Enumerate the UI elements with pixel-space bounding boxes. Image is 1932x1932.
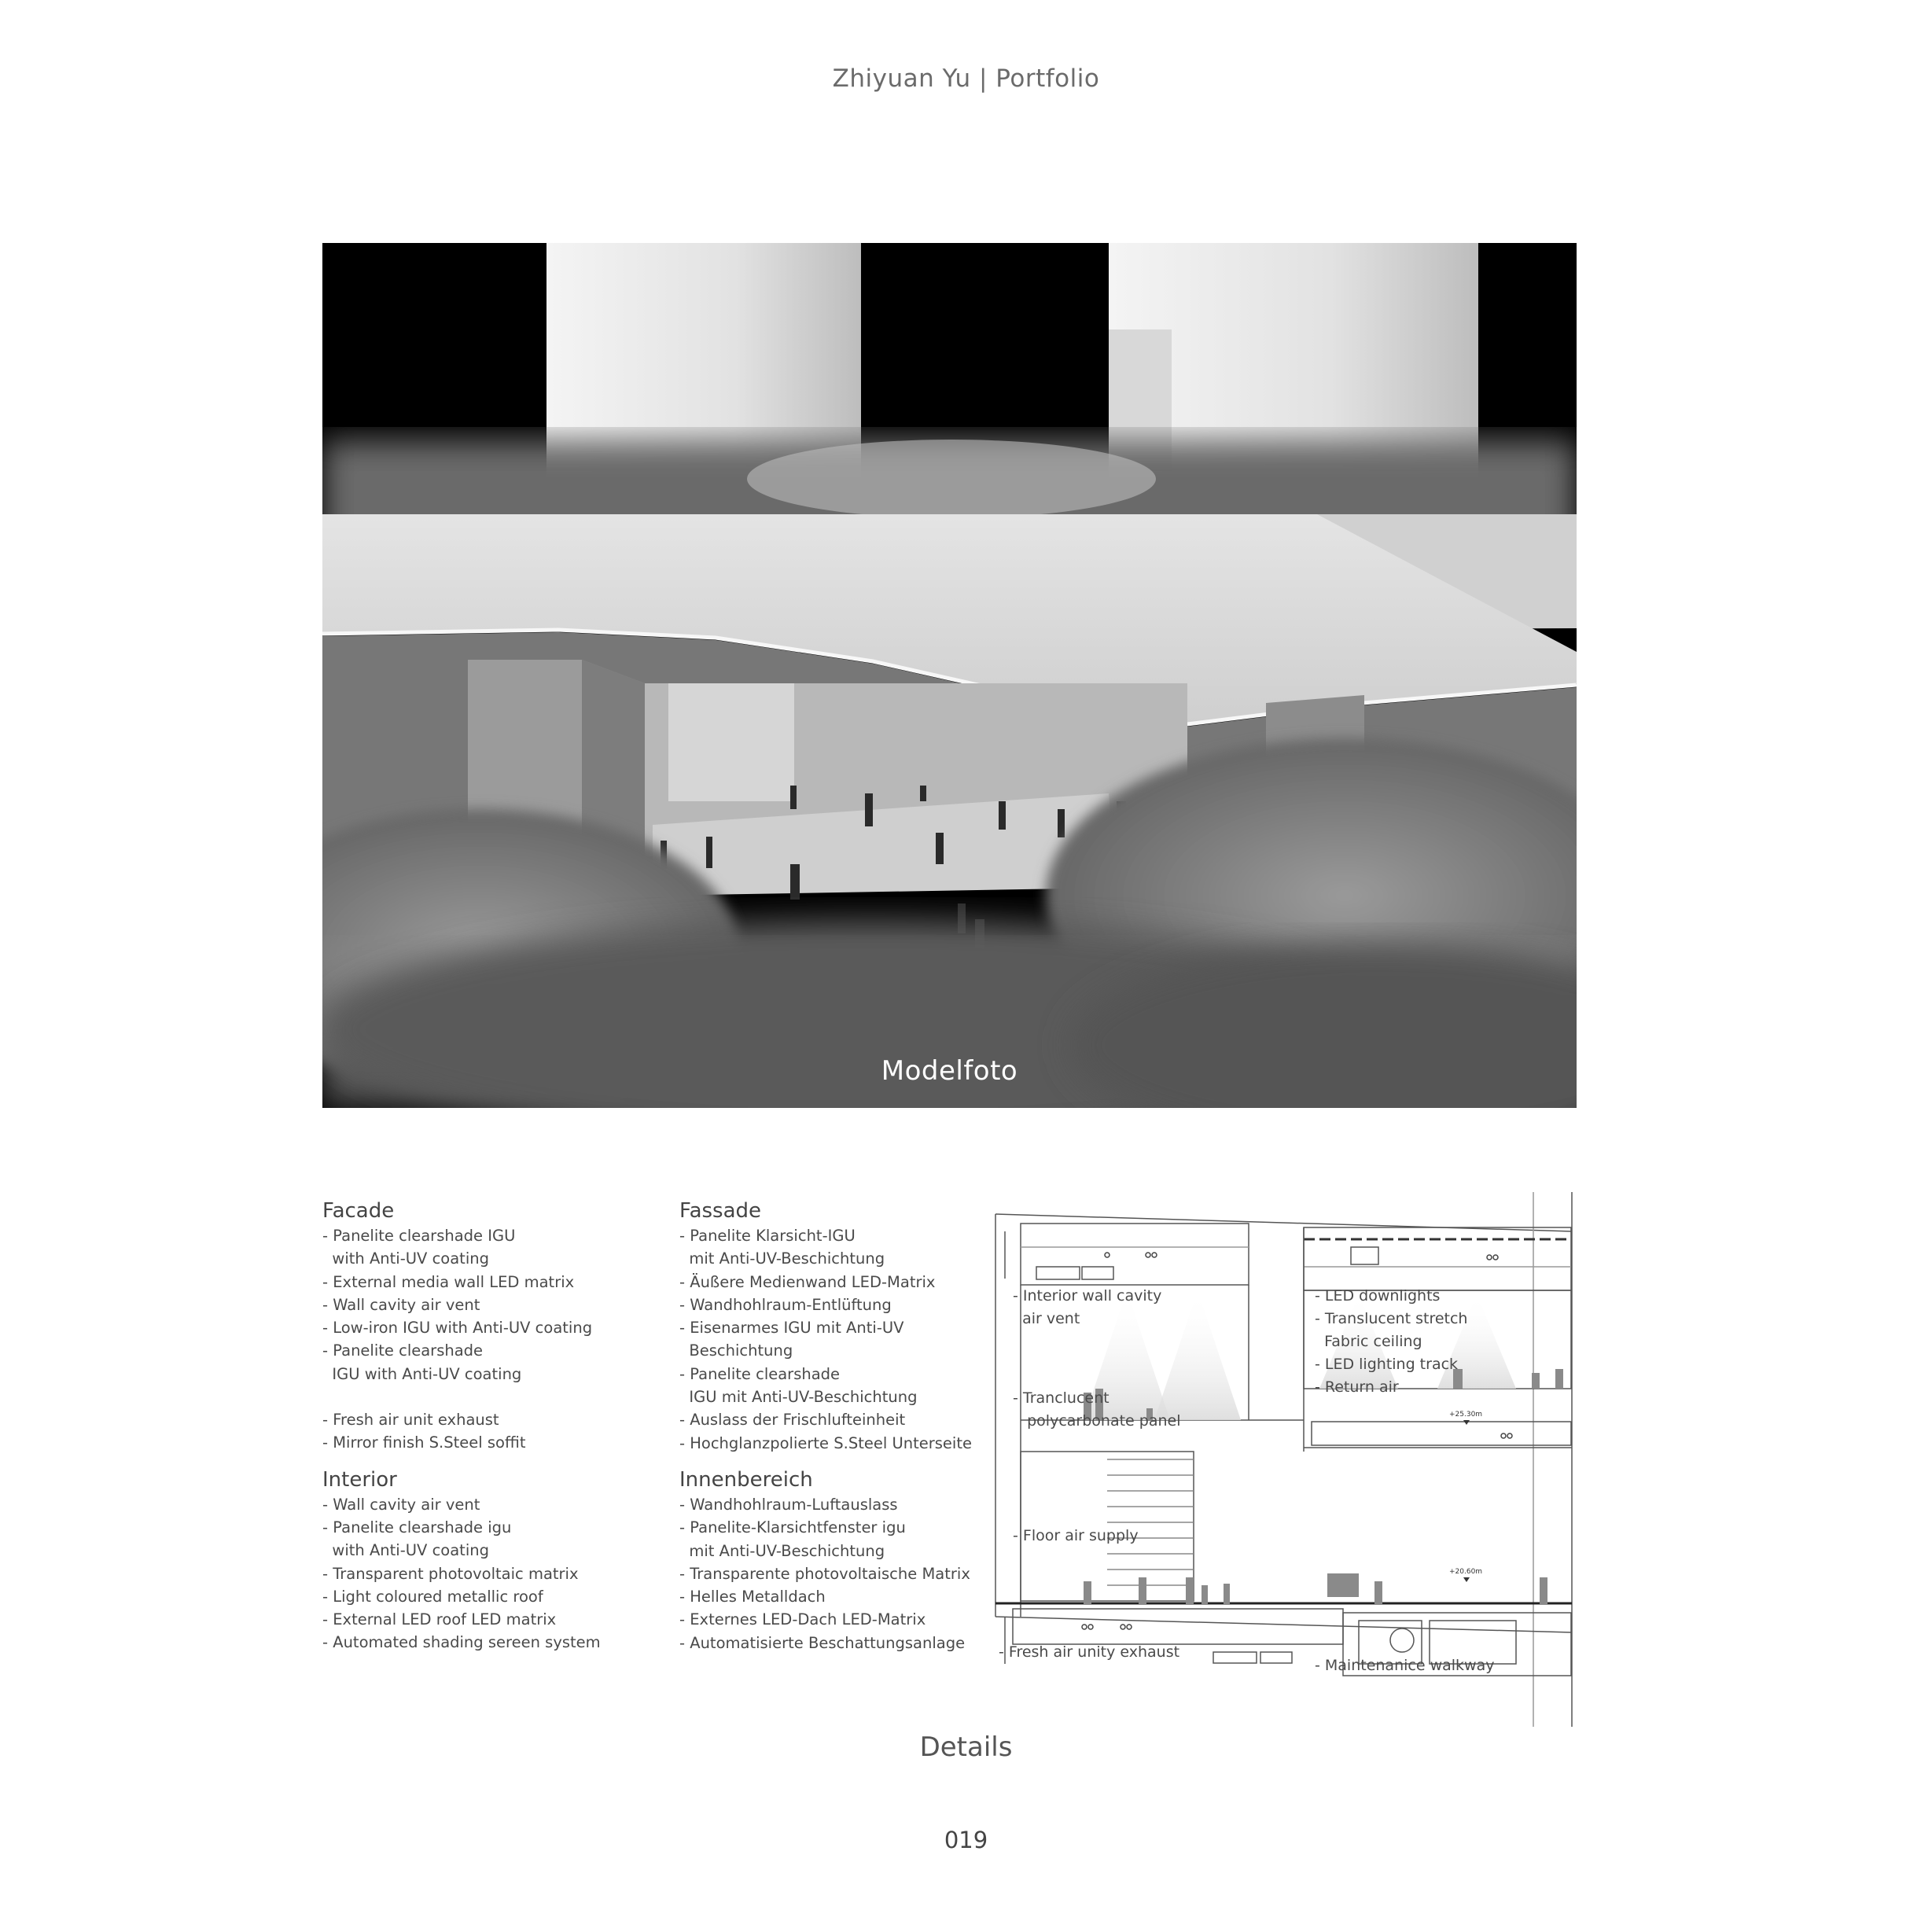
list-item: with Anti-UV coating (322, 1541, 489, 1560)
list-item: - Wall cavity air vent (322, 1495, 480, 1514)
list-item: - Helles Metalldach (679, 1588, 826, 1606)
list-item: IGU mit Anti-UV-Beschichtung (679, 1388, 918, 1407)
section-title: Details (919, 1731, 1013, 1763)
innenbereich-heading: Innenbereich (679, 1467, 813, 1492)
label-interior-wall-vent: - Interior wall cavity air vent (1013, 1287, 1162, 1327)
list-item: Beschichtung (679, 1341, 793, 1360)
list-item: - Wall cavity air vent (322, 1295, 480, 1314)
list-item: - Eisenarmes IGU mit Anti-UV (679, 1319, 904, 1338)
list-item: - Panelite clearshade igu (322, 1518, 512, 1536)
list-item: with Anti-UV coating (322, 1249, 489, 1268)
label-led-ceiling-group: - LED downlights - Translucent stretch Fabric ceiling - LED lighting track - Return air (1315, 1287, 1468, 1396)
list-item: - Panelite Klarsicht-IGU (679, 1227, 856, 1245)
portfolio-header: Zhiyuan Yu | Portfolio (832, 64, 1100, 93)
model-photo (322, 243, 1577, 1108)
photo-caption: Modelfoto (881, 1055, 1018, 1087)
section-detail-drawing (989, 1192, 1575, 1727)
label-polycarbonate-panel: - Tranclucent polycarbonate panel (1013, 1389, 1181, 1430)
list-item: - Auslass der Frischlufteinheit (679, 1411, 906, 1430)
label-maintenance-walkway: - Maintenanice walkway (1315, 1657, 1495, 1674)
german-spec-column (679, 1198, 1025, 1654)
label-floor-air-supply: - Floor air supply (1013, 1527, 1139, 1544)
list-item: - Mirror finish S.Steel soffit (322, 1433, 526, 1452)
list-item: - Automatisierte Beschattungsanlage (679, 1633, 966, 1652)
interior-heading: Interior (322, 1467, 397, 1492)
list-item: mit Anti-UV-Beschichtung (679, 1249, 885, 1268)
list-spacer (322, 1386, 668, 1408)
list-item: - Low-iron IGU with Anti-UV coating (322, 1319, 593, 1338)
list-item: - Hochglanzpolierte S.Steel Unterseite (679, 1433, 972, 1452)
list-item: - Automated shading sereen system (322, 1633, 601, 1652)
facade-heading: Facade (322, 1199, 395, 1223)
page-number: 019 (944, 1827, 988, 1853)
level-marker-upper: +25.30m (1449, 1411, 1483, 1419)
innenbereich-list (679, 1493, 1025, 1654)
english-spec-column (322, 1198, 668, 1654)
fassade-list (679, 1224, 1025, 1455)
list-item: - Transparent photovoltaic matrix (322, 1564, 579, 1583)
list-item: - Äußere Medienwand LED-Matrix (679, 1272, 936, 1291)
level-marker-lower: +20.60m (1449, 1568, 1483, 1576)
list-item: - Transparente photovoltaische Matrix (679, 1564, 970, 1583)
list-item: - Panelite clearshade (679, 1364, 841, 1383)
list-item: - External LED roof LED matrix (322, 1610, 557, 1629)
list-item: - External media wall LED matrix (322, 1272, 575, 1291)
list-item: - Light coloured metallic roof (322, 1587, 543, 1606)
label-fresh-air-exhaust: - Fresh air unity exhaust (999, 1643, 1180, 1661)
list-item: - Wandhohlraum-Entlüftung (679, 1295, 892, 1314)
fassade-heading: Fassade (679, 1199, 762, 1223)
list-item: - Panelite-Klarsichtfenster igu (679, 1518, 906, 1537)
list-item: - Wandhohlraum-Luftauslass (679, 1495, 898, 1514)
list-item: - Externes LED-Dach LED-Matrix (679, 1610, 926, 1629)
list-item: - Fresh air unit exhaust (322, 1411, 499, 1430)
model-photo-image (322, 243, 1577, 1108)
list-item: mit Anti-UV-Beschichtung (679, 1541, 885, 1560)
list-item: IGU with Anti-UV coating (322, 1364, 522, 1383)
facade-list (322, 1224, 668, 1455)
list-item: - Panelite clearshade (322, 1341, 484, 1360)
interior-list (322, 1493, 668, 1654)
list-item: - Panelite clearshade IGU (322, 1227, 516, 1245)
